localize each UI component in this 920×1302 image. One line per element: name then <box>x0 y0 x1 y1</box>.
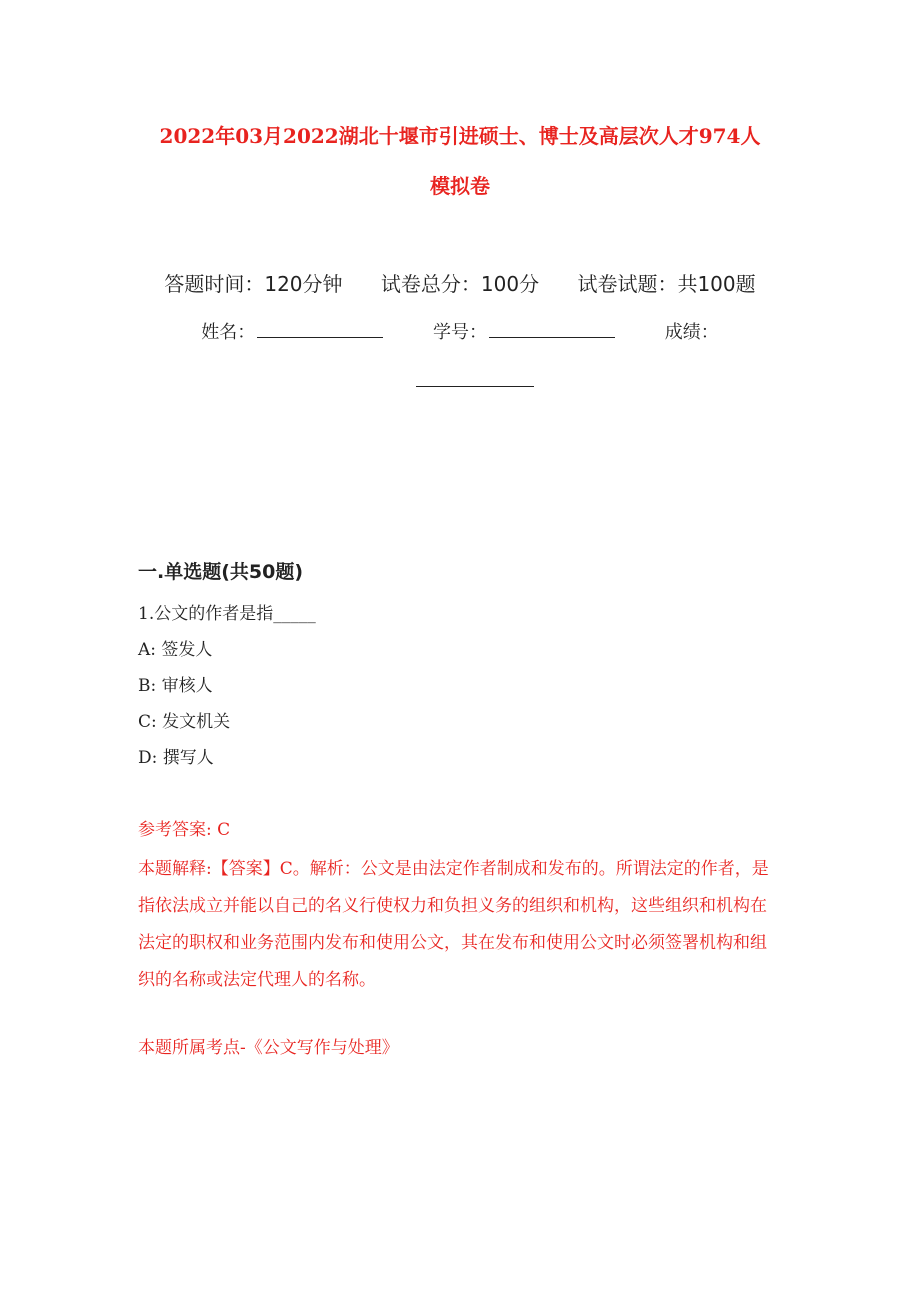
score-field[interactable] <box>665 318 719 344</box>
option-c[interactable]: C: 发文机关 <box>138 712 231 732</box>
exam-time: 答题时间：120分钟 <box>164 272 343 296</box>
id-blank[interactable] <box>489 319 615 338</box>
score-label: 成绩： <box>664 322 719 343</box>
option-d[interactable]: D: 撰写人 <box>138 748 214 768</box>
exam-total-score: 试卷总分：100分 <box>380 272 540 296</box>
reference-answer: 参考答案: C <box>138 820 231 840</box>
exam-question-count: 试卷试题：共100题 <box>577 272 756 296</box>
question-stem: 1.公文的作者是指_____ <box>138 604 316 624</box>
section-title: 一.单选题(共50题) <box>138 561 304 583</box>
id-field[interactable] <box>433 318 615 344</box>
student-fields <box>0 318 920 344</box>
name-label: 姓名： <box>201 322 256 343</box>
option-a[interactable]: A: 签发人 <box>138 640 213 660</box>
name-field[interactable] <box>201 318 383 344</box>
exam-title-line2: 模拟卷 <box>430 174 490 198</box>
question-topic: 本题所属考点-《公文写作与处理》 <box>138 1038 399 1058</box>
answer-explanation: 本题解释:【答案】C。解析：公文是由法定作者制成和发布的。所谓法定的作者，是指依法成立并能以自己的名义行使权力和负担义务的组织和机构，这些组织和机构在法定的职权和业务范围内发布和使用公文，其在发布和使用公文时必须签署机构和组织的名称或法定代理人的名称。 <box>138 859 769 990</box>
exam-meta <box>0 268 920 297</box>
option-b[interactable]: B: 审核人 <box>138 676 213 696</box>
name-blank[interactable] <box>257 319 383 338</box>
id-label: 学号： <box>433 322 487 343</box>
score-blank[interactable] <box>416 368 534 387</box>
exam-title-line1: 2022年03月2022湖北十堰市引进硕士、博士及高层次人才974人 <box>159 124 761 148</box>
